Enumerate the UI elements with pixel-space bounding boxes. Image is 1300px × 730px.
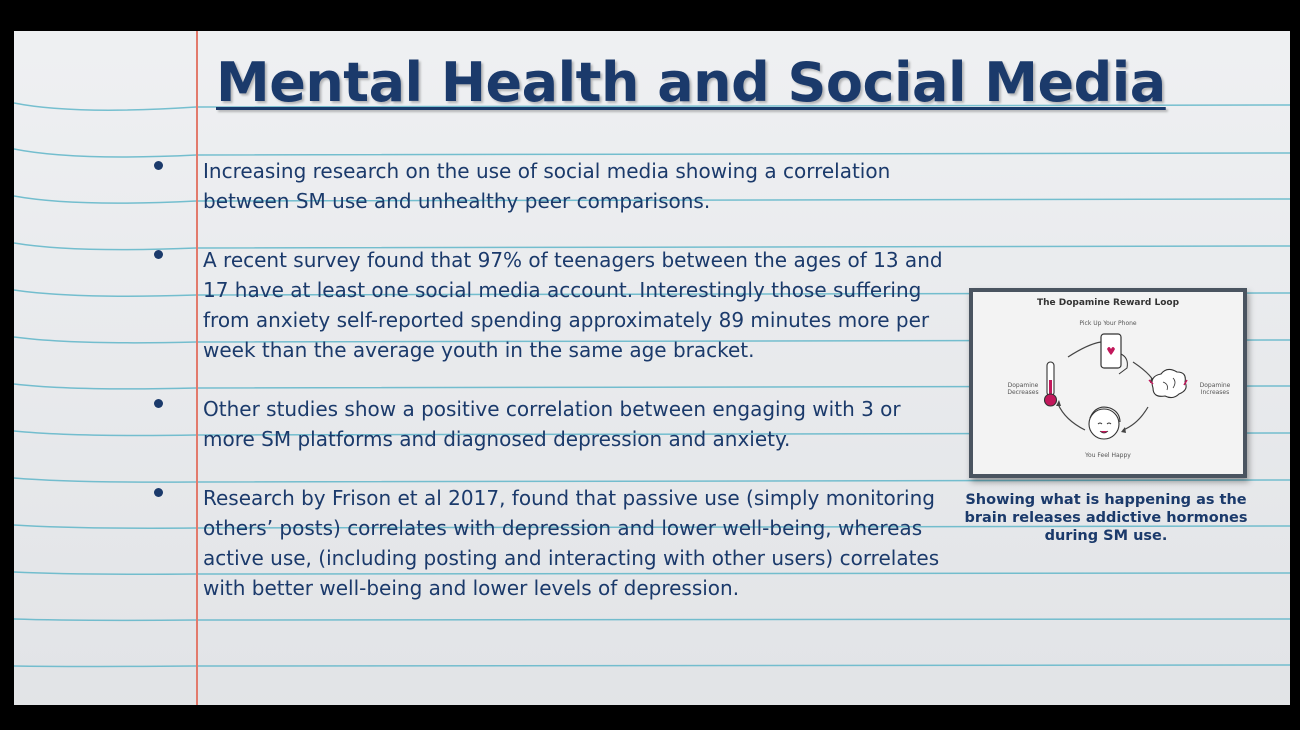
- bullet-dot-3: [154, 399, 163, 408]
- slide: [14, 31, 1290, 705]
- phone-icon: [1101, 334, 1127, 374]
- bullet-text-1: Increasing research on the use of social media showing a correlation between SM use and unhealthy peer comparisons.: [203, 159, 891, 213]
- figure-label-top: Pick Up Your Phone: [1079, 320, 1137, 327]
- slide-title: Mental Health and Social Media: [216, 51, 1166, 114]
- happy-face-icon: [1089, 407, 1120, 439]
- bullet-dot-1: [154, 161, 163, 170]
- notebook-margin-line: [196, 31, 198, 705]
- figure-caption: Showing what is happening as the brain releases addictive hormones during SM use.: [964, 492, 1248, 544]
- bullet-text-3: Other studies show a positive correlation between engaging with 3 or more SM platforms and diagnosed depression and anxiety.: [203, 397, 901, 451]
- figure-label-right: Dopamine Increases: [1199, 382, 1231, 396]
- thermometer-icon: [1045, 362, 1057, 406]
- bullet-dot-4: [154, 488, 163, 497]
- figure-label-left: Dopamine Decreases: [1007, 382, 1039, 396]
- dopamine-loop-figure: [969, 288, 1247, 478]
- figure-label-bottom: You Feel Happy: [1085, 452, 1131, 459]
- brain-icon: [1149, 369, 1187, 397]
- bullet-text-2: A recent survey found that 97% of teenagers between the ages of 13 and 17 have at least one social media account. Interestingly those suffering from anxiety self-reported spending approximately 89 minutes more per week than the average youth in the same age bracket.: [203, 248, 943, 362]
- figure-title: The Dopamine Reward Loop: [1036, 298, 1180, 308]
- bullet-text-4: Research by Frison et al 2017, found that passive use (simply monitoring others’ posts) correlates with depression and lower well-being, whereas active use, (including posting and interacting with other users) correlates with better well-being and lower levels of depression.: [203, 486, 940, 600]
- bullet-dot-2: [154, 250, 163, 259]
